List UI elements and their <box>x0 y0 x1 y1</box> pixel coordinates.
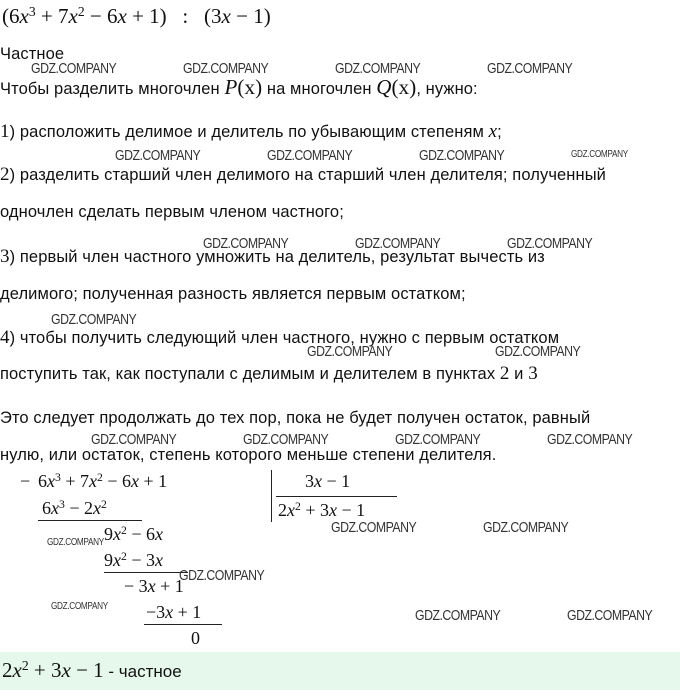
watermark: GDZ.COMPANY <box>183 60 269 77</box>
watermark: GDZ.COMPANY <box>203 235 289 252</box>
remainder-1: $9x^2 - 6x$ <box>104 523 163 544</box>
watermark: GDZ.COMPANY <box>51 311 137 328</box>
watermark: GDZ.COMPANY <box>115 147 201 164</box>
underline-1 <box>38 520 142 521</box>
watermark: GDZ.COMPANY <box>307 343 393 360</box>
watermark: GDZ.COMPANY <box>483 519 569 536</box>
watermark: GDZ.COMPANY <box>179 567 265 584</box>
watermark: GDZ.COMPANY <box>571 149 628 160</box>
division-bar-horizontal <box>276 496 397 497</box>
watermark: GDZ.COMPANY <box>487 60 573 77</box>
answer-text: $2x^2 + 3x - 1$ - частное <box>2 657 182 682</box>
task-expression: $(6x^3 + 7x^2 - 6x + 1)$ : (3x − 1) <box>2 3 271 28</box>
watermark: GDZ.COMPANY <box>419 147 505 164</box>
step-3: 3) первый член частного умножить на делитель, результат вычесть из <box>0 246 545 267</box>
watermark: GDZ.COMPANY <box>47 537 104 548</box>
step-2: 2) разделить старший член делимого на старший член делителя; полученный <box>0 164 606 185</box>
watermark: GDZ.COMPANY <box>395 431 481 448</box>
closing-line-2: нулю, или остаток, степень которого меньше степени делителя. <box>0 446 497 464</box>
answer-bar <box>0 652 680 690</box>
watermark: GDZ.COMPANY <box>547 431 633 448</box>
quotient: $2x^2 + 3x - 1$ <box>278 499 366 520</box>
watermark: GDZ.COMPANY <box>355 235 441 252</box>
step-1: 1) расположить делимое и делитель по убывающим степеням x; <box>0 121 502 142</box>
watermark: GDZ.COMPANY <box>31 60 117 77</box>
watermark: GDZ.COMPANY <box>495 343 581 360</box>
step-3-line-2: делимого; полученная разность является первым остатком; <box>0 285 466 303</box>
division-minus-sign: − <box>20 471 31 491</box>
watermark: GDZ.COMPANY <box>91 431 177 448</box>
step-4-line-2: поступить так, как поступали с делимым и делителем в пунктах 2 и 3 <box>0 363 538 384</box>
final-remainder: 0 <box>191 628 200 648</box>
closing-line-1: Это следует продолжать до тех пор, пока не будет получен остаток, равный <box>0 409 591 427</box>
watermark: GDZ.COMPANY <box>335 60 421 77</box>
remainder-2: − 3x + 1 <box>124 576 184 596</box>
intro-text: Чтобы разделить многочлен P(x) на многочлен Q(x), нужно: <box>0 75 478 99</box>
subtrahend-3: −3x + 1 <box>146 602 202 622</box>
division-bar-vertical <box>271 470 272 522</box>
subtrahend-1: $6x^3 - 2x^2$ <box>42 497 107 518</box>
watermark: GDZ.COMPANY <box>243 431 329 448</box>
divisor: 3x − 1 <box>305 471 351 491</box>
subtrahend-2: $9x^2 - 3x$ <box>104 549 163 570</box>
dividend: $6x^3 + 7x^2 - 6x + 1$ <box>38 470 168 491</box>
step-2-line-2: одночлен сделать первым членом частного; <box>0 203 344 221</box>
watermark: GDZ.COMPANY <box>415 607 501 624</box>
watermark: GDZ.COMPANY <box>51 601 108 612</box>
underline-3 <box>144 624 222 625</box>
watermark: GDZ.COMPANY <box>507 235 593 252</box>
underline-2 <box>104 572 188 573</box>
step-4: 4) чтобы получить следующий член частного, нужно с первым остатком <box>0 327 560 348</box>
watermark: GDZ.COMPANY <box>331 519 417 536</box>
watermark: GDZ.COMPANY <box>567 607 653 624</box>
section-title: Частное <box>0 45 65 63</box>
watermark: GDZ.COMPANY <box>267 147 353 164</box>
